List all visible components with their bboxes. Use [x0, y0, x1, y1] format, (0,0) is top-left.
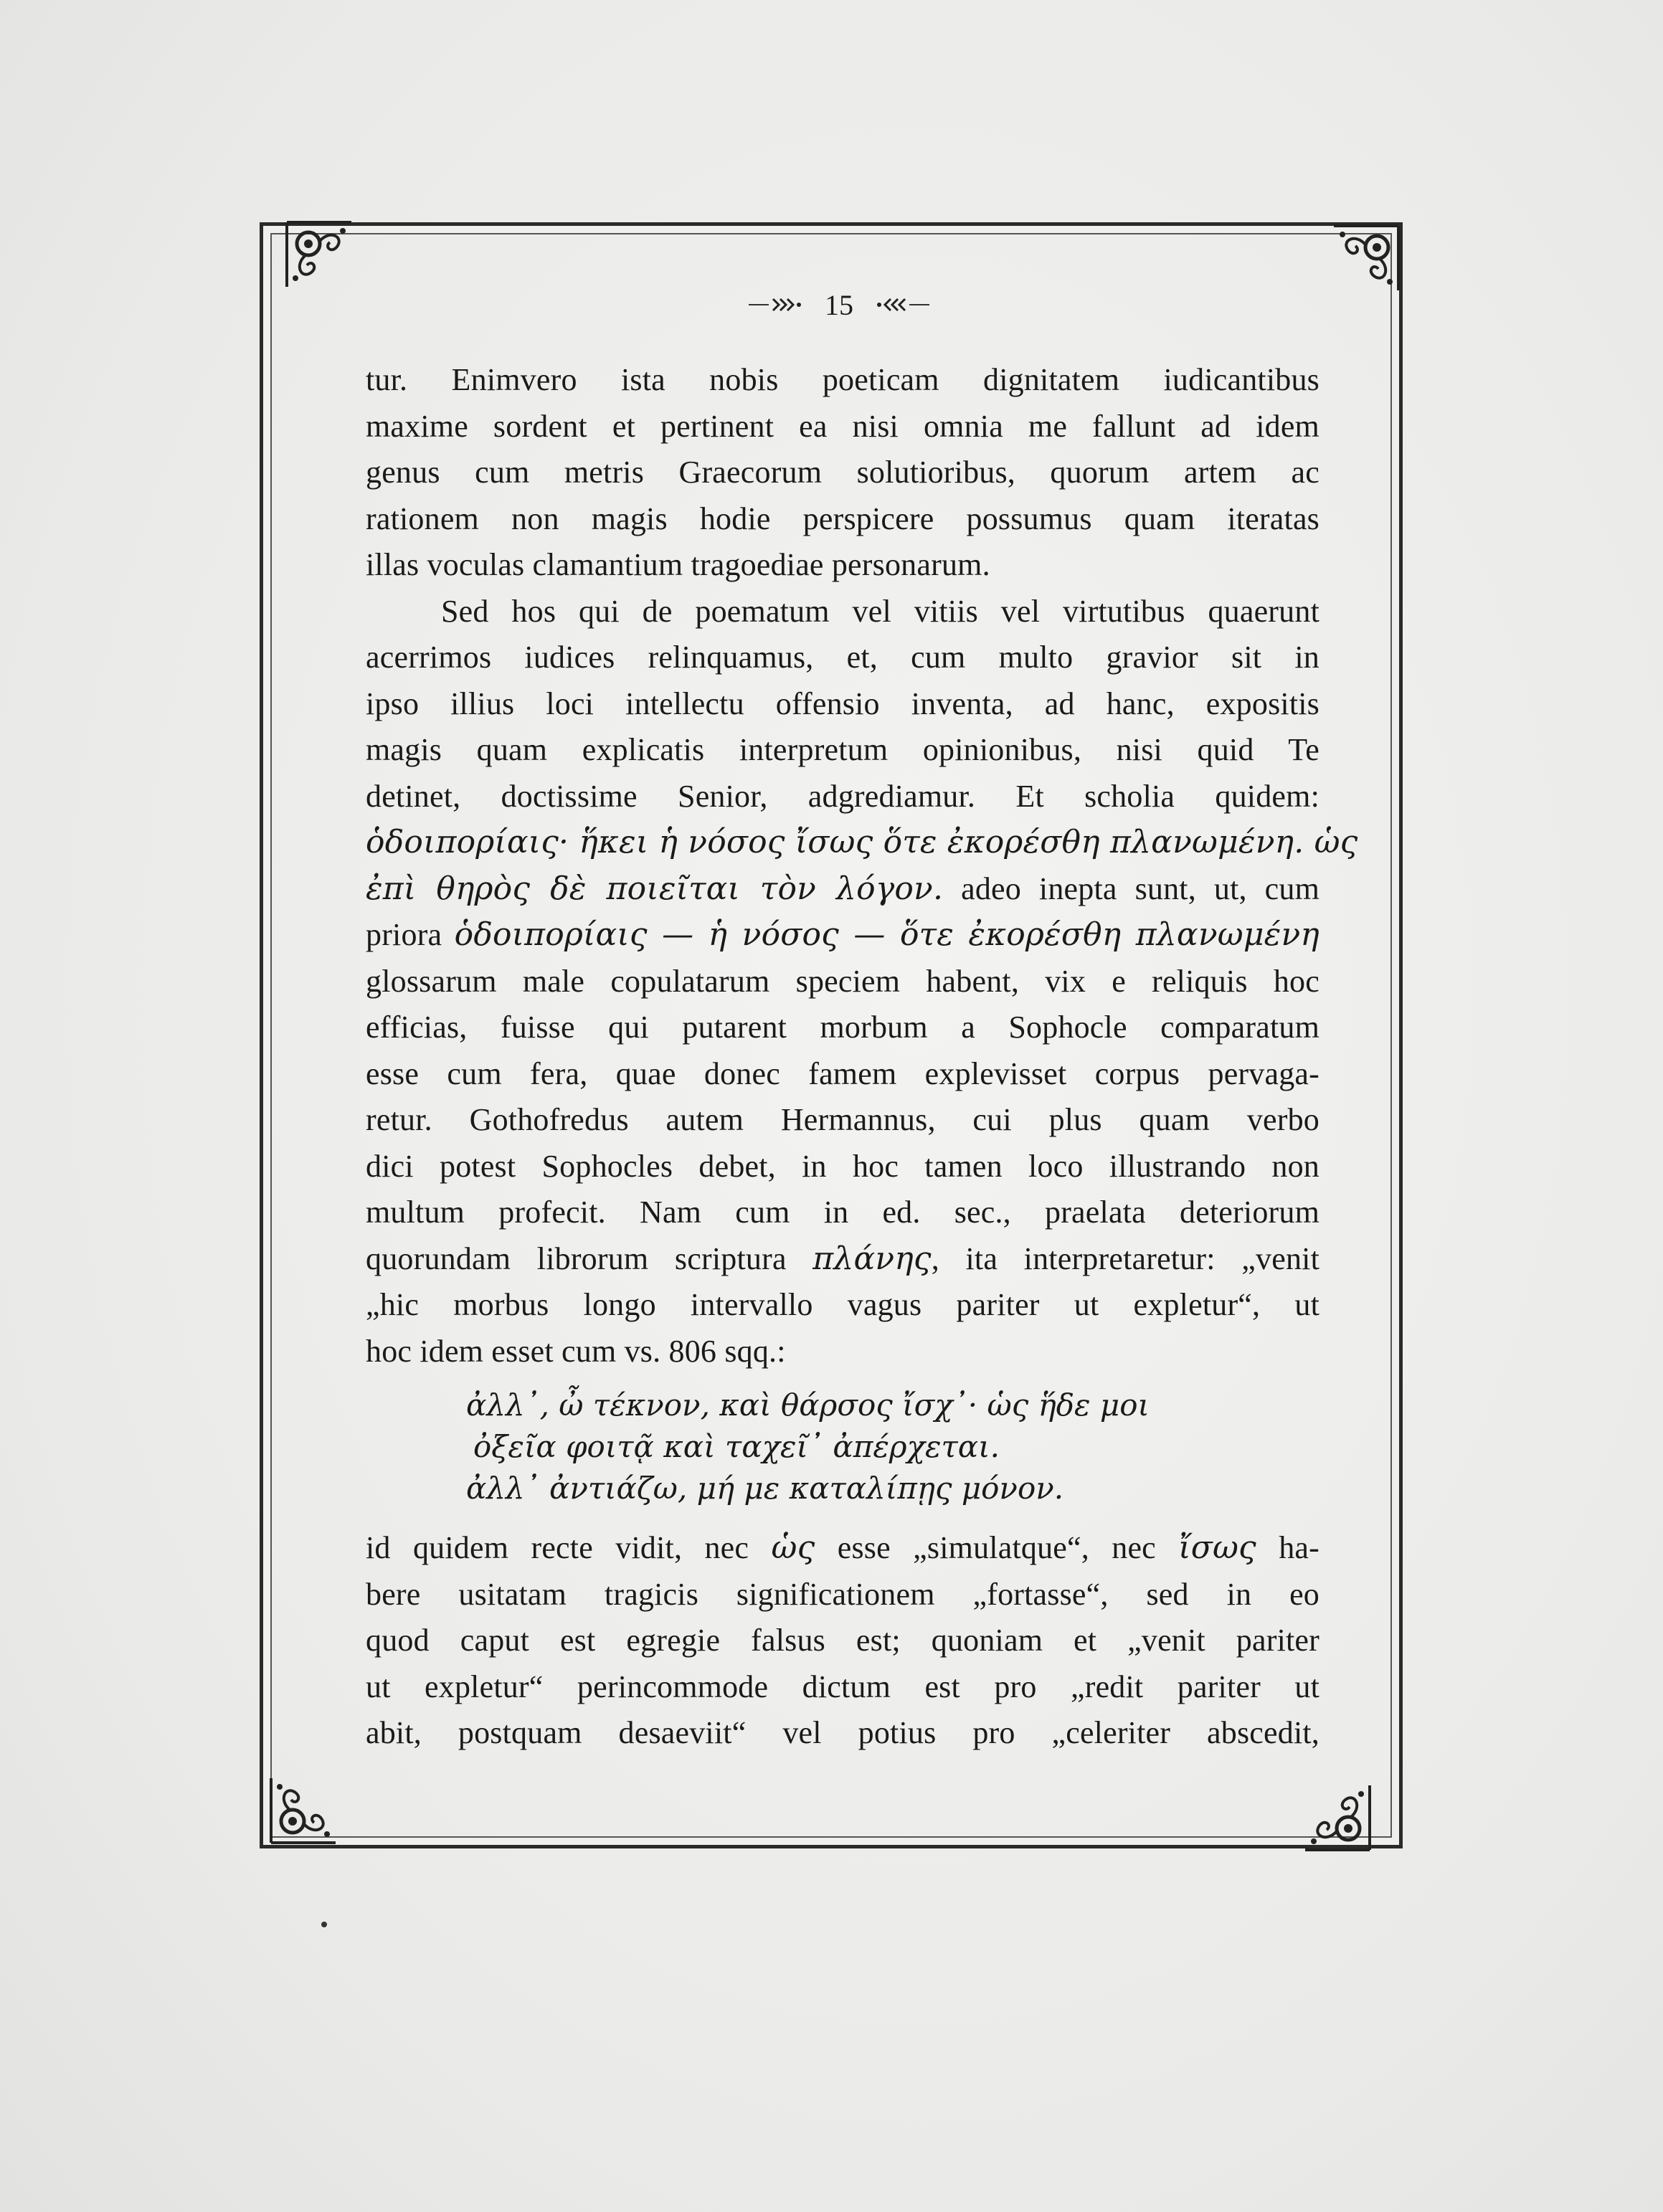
greek-text: ἐπὶ θηρὸς δὲ ποιεῖται τὸν λόγον. — [366, 870, 944, 907]
latin-text: id quidem recte vidit, nec — [366, 1530, 772, 1565]
text-line: ut expletur“ perincommode dictum est pro „redit pariter ut — [366, 1669, 1319, 1704]
text-line: genus cum metris Graecorum solutioribus, quorum artem ac — [366, 455, 1319, 490]
greek-text: ὡς — [771, 1529, 815, 1566]
text-line: abit, postquam desaeviit“ vel potius pro „celeriter abscedit, — [366, 1715, 1319, 1750]
text-line: detinet, doctissime Senior, adgrediamur. Et scholia quidem: — [366, 778, 1319, 814]
greek-text: ὁδοιπορίαις — ἡ νόσος — ὅτε ἐκορέσθη πλανωμένη — [454, 916, 1319, 953]
text-line: hoc idem esset cum vs. 806 sqq.: — [366, 1333, 786, 1369]
text-line — [366, 1236, 1319, 1283]
latin-text: adeo inepta sunt, ut, cum — [943, 870, 1319, 906]
header-ornament-right-icon — [873, 296, 931, 313]
corner-ornament-icon — [280, 215, 359, 294]
header-ornament-left-icon — [747, 296, 805, 313]
latin-text: ha- — [1256, 1530, 1319, 1565]
page-number: 15 — [825, 288, 853, 321]
text-line: retur. Gothofredus autem Hermannus, cui plus quam verbo — [366, 1102, 1319, 1137]
ink-speck — [321, 1922, 327, 1927]
verse-line: ἀλλ᾽, ὦ τέκνον, καὶ θάρσος ἴσχ᾽· ὡς ἥδε μοι — [466, 1387, 1150, 1423]
text-line: efficias, fuisse qui putarent morbum a Sophocle comparatum — [366, 1010, 1319, 1045]
text-line — [366, 866, 1319, 913]
body-text — [366, 357, 1358, 1757]
text-line: multum profecit. Nam cum in ed. sec., praelata deteriorum — [366, 1195, 1319, 1230]
latin-text: esse „simulatque“, nec — [815, 1530, 1179, 1565]
text-line: rationem non magis hodie perspicere possumus quam iteratas — [366, 500, 1319, 536]
text-line: bere usitatam tragicis significationem „fortasse“, sed in eo — [366, 1576, 1319, 1612]
greek-scholia-line: ὁδοιπορίαις· ἥκει ἡ νόσος ἴσως ὅτε ἐκορέσθη πλανωμένη. ὡς — [366, 824, 1358, 860]
corner-ornament-icon — [1298, 1778, 1377, 1857]
corner-ornament-icon — [1327, 219, 1406, 298]
text-line — [366, 1525, 1319, 1572]
text-line: dici potest Sophocles debet, in hoc tamen loco illustrando non — [366, 1148, 1319, 1184]
text-line: tur. Enimvero ista nobis poeticam dignitatem iudicantibus — [366, 362, 1319, 397]
verse-line: ἀλλ᾽ ἀντιάζω, μή με καταλίπῃς μόνον. — [466, 1471, 1064, 1506]
text-line: illas voculas clamantium tragoediae personarum. — [366, 547, 990, 582]
text-line: quod caput est egregie falsus est; quoniam et „venit pariter — [366, 1623, 1319, 1658]
latin-text: quorundam librorum scriptura — [366, 1240, 813, 1276]
text-line: Sed hos qui de poematum vel vitiis vel virtutibus quaerunt — [441, 593, 1319, 629]
text-line: esse cum fera, quae donec famem explevisset corpus pervaga- — [366, 1055, 1319, 1091]
verse-line: ὀξεῖα φοιτᾷ καὶ ταχεῖ᾽ ἀπέρχεται. — [473, 1429, 1000, 1464]
text-line: glossarum male copulatarum speciem habent, vix e reliquis hoc — [366, 963, 1319, 999]
latin-text: priora — [366, 917, 455, 952]
text-line: maxime sordent et pertinent ea nisi omnia me fallunt ad idem — [366, 408, 1319, 444]
greek-text: ἴσως — [1178, 1529, 1256, 1566]
text-line — [366, 912, 1319, 959]
text-line: „hic morbus longo intervallo vagus pariter ut expletur“, ut — [366, 1287, 1319, 1322]
corner-ornament-icon — [264, 1771, 343, 1850]
latin-text: , ita interpretaretur: „venit — [931, 1240, 1319, 1276]
page-header — [717, 283, 961, 326]
text-line: acerrimos iudices relinquamus, et, cum multo gravior sit in — [366, 640, 1319, 675]
greek-text: πλάνης — [812, 1240, 932, 1277]
text-line: ipso illius loci intellectu offensio inventa, ad hanc, expositis — [366, 685, 1319, 721]
text-line: magis quam explicatis interpretum opinionibus, nisi quid Te — [366, 732, 1319, 767]
